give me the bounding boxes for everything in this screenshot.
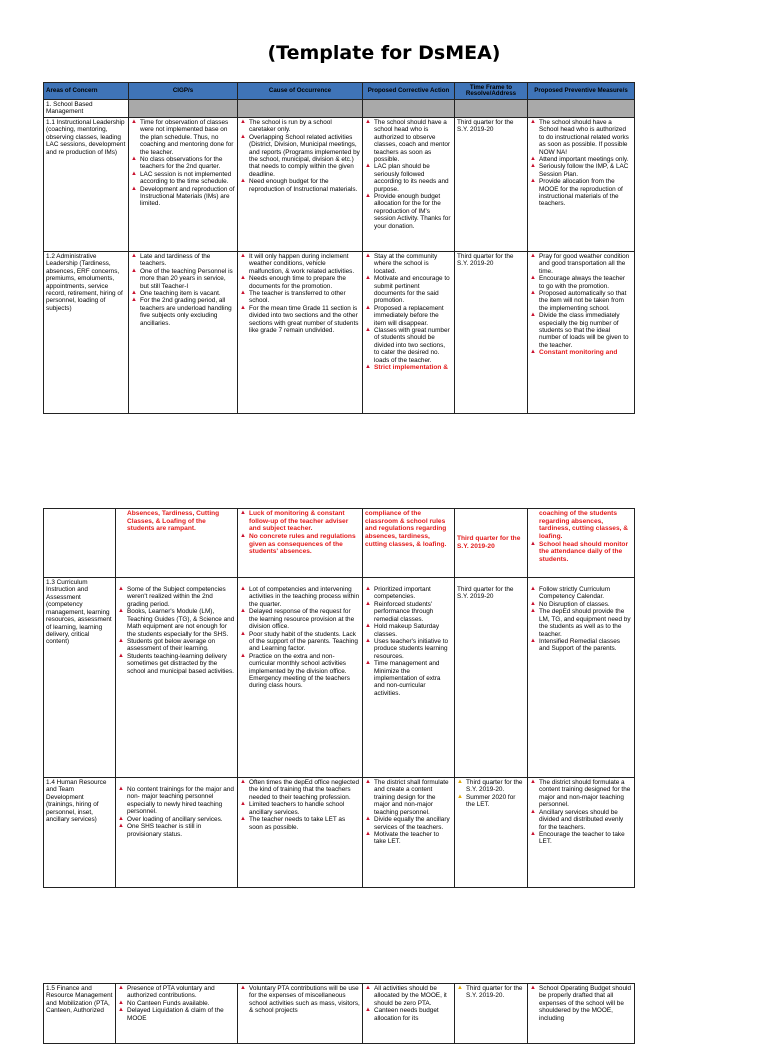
list-item: ▲ Overlapping School related activities (District, Division, Municipal meetings, and reports (Programs implemented by the school, municipal, division & etc.) that needs to comply within the given deadline. xyxy=(240,134,360,179)
cigp-cell xyxy=(116,778,238,888)
list-item: ▲ The school should have a School head who is authorized to do instructional related works as soon as possible. If possible NOW NA! xyxy=(530,119,632,156)
section-label: 1. School Based Management xyxy=(44,100,129,118)
list-item: ▲ Hold makeup Saturday classes. xyxy=(365,623,452,638)
list-item: ▲ For the mean time Grade 11 section is divided into two sections and the other sections with great number of students like grade 7 remain undivided. xyxy=(240,305,360,335)
list-item: ▲ It will only happen during inclement weather conditions, vehicle malfunction, & work related activities. xyxy=(240,253,360,275)
table-row xyxy=(44,578,635,778)
list-item: ▲ Late and tardiness of the teachers. xyxy=(131,253,235,268)
list-item: ▲ Students got below average on assessment of their learning. xyxy=(118,638,235,653)
continuation-text: coaching of the students regarding absences, tardiness, cutting classes, & loafing. xyxy=(539,510,629,540)
list-item: ▲ Need enough budget for the reproduction of Instructional materials. xyxy=(240,178,360,193)
list-item: ▲ School Operating Budget should be properly drafted that all expenses of the school will be shouldered by the MOOE, including xyxy=(530,985,632,1022)
list-item: ▲ For the 2nd grading period, all teachers are underload handling five subjects only excluding ancillaries. xyxy=(131,297,235,327)
list-item: ▲ Provide allocation from the MOOE for the reproduction of instructional materials of the teachers. xyxy=(530,178,632,208)
dsmea-table-1 xyxy=(43,82,635,414)
list-item: ▲ Classes with great number of students should be divided into two sections, to cater the desired no. loads of the teacher. xyxy=(365,327,452,364)
list-item: ▲ Motivate and encourage to submit pertinent documents for the said promotion. xyxy=(365,275,452,305)
list-item: ▲ No content trainings for the major and non- major teaching personnel especially to newly hired teaching personnel. xyxy=(118,786,235,816)
action-cell xyxy=(363,251,455,413)
list-item: ▲ The district shall formulate and create a content training design for the major and non-major teaching personnel. xyxy=(365,779,452,816)
list-item: ▲ LAC session is not implemented according to the time schedule. xyxy=(131,171,235,186)
list-item: ▲ Stay at the community where the school is located. xyxy=(365,253,452,275)
list-item: ▲ Follow strictly Curriculum Competency Calendar. xyxy=(530,586,632,601)
list-item: ▲ Proposed automatically so that the item will not be taken from the implementing school. xyxy=(530,290,632,312)
cause-cell xyxy=(238,251,363,413)
list-item: ▲ Students teaching-learning delivery sometimes get distracted by the school and municipal based activities. xyxy=(118,653,235,675)
list-item: ▲ One of the teaching Personnel is more than 20 years in service, but still Teacher-I xyxy=(131,268,235,290)
dsmea-table-3 xyxy=(43,983,635,1044)
list-item: ▲ Lot of competencies and intervening activities in the teaching process within the quarter. xyxy=(240,586,360,608)
table-row xyxy=(44,117,635,251)
list-item: ▲ Books, Learner's Module (LM), Teaching Guides (TG), & Science and Math equipment are not enough for the students especially for the SHS. xyxy=(118,608,235,638)
list-item: ▲ Intensified Remedial classes and Support of the parents. xyxy=(530,638,632,653)
list-item: ▲ Voluntary PTA contributions will be use for the expenses of miscellaneous school activities such as mass, visitors, & school projects xyxy=(240,985,360,1015)
list-item: ▲ Divide the class immediately especially the big number of students so that the ideal number of loads will be given to the teacher. xyxy=(530,312,632,349)
list-item: ▲ The depEd should provide the LM, TG, and equipment need by the students as well as to the teacher. xyxy=(530,608,632,638)
time-cell xyxy=(455,778,528,888)
list-item: ▲ LAC plan should be seriously followed according to its needs and purpose. xyxy=(365,163,452,193)
list-item: ▲ The district should formulate a content training designed for the major and non-major teaching personnel. xyxy=(530,779,632,809)
list-item: ▲ Pray for good weather condition and good transportation all the time. xyxy=(530,253,632,275)
list-item: ▲ Some of the Subject competencies weren't realized within the 2nd grading period. xyxy=(118,586,235,608)
list-item: ▲ Over loading of ancillary services. xyxy=(118,816,235,823)
time-cell: Third quarter for the S.Y. 2019-20 xyxy=(455,251,528,413)
list-item: ▲ Needs enough time to prepare the documents for the promotion. xyxy=(240,275,360,290)
list-item: ▲ Motivate the teacher to take LET. xyxy=(365,831,452,846)
list-item: ▲ The school should have a school head who is authorized to observe classes, coach and mentor teachers as soon as possible. xyxy=(365,119,452,164)
list-item: ▲ Proposed a replacement immediately before the item will disappear. xyxy=(365,305,452,327)
cigp-cell xyxy=(116,578,238,778)
table-row xyxy=(44,509,635,578)
list-item: ▲ Prioritized important competencies. xyxy=(365,586,452,601)
list-item: ▲ Provide enough budget allocation for the for the reproduction of IM's session Activity. Thanks for your donation. xyxy=(365,193,452,230)
list-item: ▲ Often times the depEd office neglected the kind of training that the teachers needed to their teaching profession. xyxy=(240,779,360,801)
list-item: ▲ Delayed response of the request for the learning resource provision at the division office. xyxy=(240,608,360,630)
list-item: ▲ The school is run by a school caretaker only. xyxy=(240,119,360,134)
time-cell: Third quarter for the S.Y. 2019-20 xyxy=(455,578,528,778)
cause-cell xyxy=(238,984,363,1044)
list-item: ▲ Time for observation of classes were not implemented base on the plan schedule. Thus, no coaching and mentoring done for the teacher. xyxy=(131,119,235,156)
list-item: ▲ The teacher needs to take LET as soon as possible. xyxy=(240,816,360,831)
time-text: Third quarter for the S.Y. 2019-20 xyxy=(457,535,521,550)
list-item: ▲ Delayed Liquidation & claim of the MOOE xyxy=(118,1007,235,1022)
list-item: ▲ No concrete rules and regulations given as consequences of the students' absences. xyxy=(240,533,360,556)
list-item: ▲ Encourage always the teacher to go with the promotion. xyxy=(530,275,632,290)
area-cell: 1.3 Curriculum Instruction and Assessment (competency management, learning resources, assessment of learning, learning delivery, critical content) xyxy=(44,578,116,778)
table-header-row xyxy=(44,83,635,100)
list-item: ▲ Ancillary services should be divided and distributed evenly for the teachers. xyxy=(530,809,632,831)
table-row xyxy=(44,778,635,888)
cigp-cell xyxy=(116,984,238,1044)
area-cell: 1.1 Instructional Leadership (coaching, mentoring, observing classes, leading LAC sessions, development and re production of IMs) xyxy=(44,117,129,251)
list-item: ▲ Attend important meetings only. xyxy=(530,156,632,163)
area-cell: 1.4 Human Resource and Team Development (trainings, hiring of personnel, inset, ancillary services) xyxy=(44,778,116,888)
cigp-cell xyxy=(129,251,238,413)
list-item: ▲ No Disruption of classes. xyxy=(530,601,632,608)
time-cell xyxy=(455,984,528,1044)
section-row xyxy=(44,100,635,118)
action-cell xyxy=(363,578,455,778)
list-item: ▲ Time management and Minimize the implementation of extra and non-curricular activities. xyxy=(365,660,452,697)
cigp-cell xyxy=(129,117,238,251)
header-cigp: CIGP/s xyxy=(129,83,238,100)
list-item: ▲ Development and reproduction of Instructional Materials (IMs) are limited. xyxy=(131,186,235,208)
list-item: ▲ Reinforced students' performance through remedial classes. xyxy=(365,601,452,623)
list-item: ▲ No Canteen Funds available. xyxy=(118,1000,235,1007)
list-item: ▲ Uses teacher's initiative to produce students learning resources. xyxy=(365,638,452,660)
header-cause: Cause of Occurrence xyxy=(238,83,363,100)
cause-cell xyxy=(238,578,363,778)
area-cell: 1.2 Administrative Leadership (Tardiness, absences, ERF concerns, premiums, emoluments, appointments, service record, retirement, hiring of personnel, loading of subjects) xyxy=(44,251,129,413)
action-cell xyxy=(363,509,455,578)
measures-cell xyxy=(528,578,635,778)
list-item: ▲ Constant monitoring and xyxy=(530,349,632,357)
list-item: ▲ School head should monitor the attendance daily of the students. xyxy=(530,541,632,564)
list-item: ▲ Third quarter for the S.Y. 2019-20. xyxy=(457,779,525,794)
table-row xyxy=(44,251,635,413)
list-item: ▲ No class observations for the teachers for the 2nd quarter. xyxy=(131,156,235,171)
measures-cell xyxy=(528,251,635,413)
list-item: ▲ The teacher is transferred to other school. xyxy=(240,290,360,305)
continuation-text: compliance of the classroom & school rules and regulations regarding absences, tardiness, cutting classes, & loafing. xyxy=(365,510,447,548)
action-cell xyxy=(363,778,455,888)
cause-cell xyxy=(238,509,363,578)
list-item: ▲ One SHS teacher is still in provisionary status. xyxy=(118,823,235,838)
list-item: ▲ One teaching item is vacant. xyxy=(131,290,235,297)
header-time: Time Frame to Resolve/Address xyxy=(455,83,528,100)
list-item: ▲ Presence of PTA voluntary and authorized contributions. xyxy=(118,985,235,1000)
document-title: (Template for DsMEA) xyxy=(267,42,501,64)
list-item: ▲ Canteen needs budget allocation for its xyxy=(365,1007,452,1022)
measures-cell xyxy=(528,778,635,888)
cause-cell xyxy=(238,117,363,251)
list-item: ▲ Strict implementation & xyxy=(365,364,452,372)
measures-cell xyxy=(528,984,635,1044)
header-areas: Areas of Concern xyxy=(44,83,129,100)
list-item: ▲ All activities should be allocated by the MOOE, it should be zero PTA. xyxy=(365,985,452,1007)
time-cell xyxy=(455,509,528,578)
list-item: ▲ Luck of monitoring & constant follow-up of the teacher adviser and subject teacher. xyxy=(240,510,360,533)
measures-cell xyxy=(528,509,635,578)
list-item: ▲ Limited teachers to handle school ancillary services. xyxy=(240,801,360,816)
measures-cell xyxy=(528,117,635,251)
time-cell: Third quarter for the S.Y. 2019-20 xyxy=(455,117,528,251)
table-row xyxy=(44,984,635,1044)
list-item: ▲ Seriously follow the IMP, & LAC Session Plan. xyxy=(530,163,632,178)
dsmea-table-2 xyxy=(43,508,635,888)
continuation-text: Absences, Tardiness, Cutting Classes, & Loafing of the students are rampant. xyxy=(127,510,220,533)
list-item: ▲ Summer 2020 for the LET. xyxy=(457,794,525,809)
cigp-cell xyxy=(116,509,238,578)
action-cell xyxy=(363,984,455,1044)
list-item: ▲ Poor study habit of the students. Lack of the support of the parents. Teaching and Learning factor. xyxy=(240,631,360,653)
list-item: ▲ Third quarter for the S.Y. 2019-20. xyxy=(457,985,525,1000)
header-measures: Proposed Preventive Measure/s xyxy=(528,83,635,100)
list-item: ▲ Divide equally the ancillary services of the teachers. xyxy=(365,816,452,831)
cause-cell xyxy=(238,778,363,888)
area-cell: 1.5 Finance and Resource Management and Mobilization (PTA, Canteen, Authorized xyxy=(44,984,116,1044)
header-action: Proposed Corrective Action xyxy=(363,83,455,100)
list-item: ▲ Encourage the teacher to take LET. xyxy=(530,831,632,846)
list-item: ▲ Practice on the extra and non-curricular monthly school activities implemented by the division office. Emergency meeting of the teachers during class hours. xyxy=(240,653,360,690)
action-cell xyxy=(363,117,455,251)
